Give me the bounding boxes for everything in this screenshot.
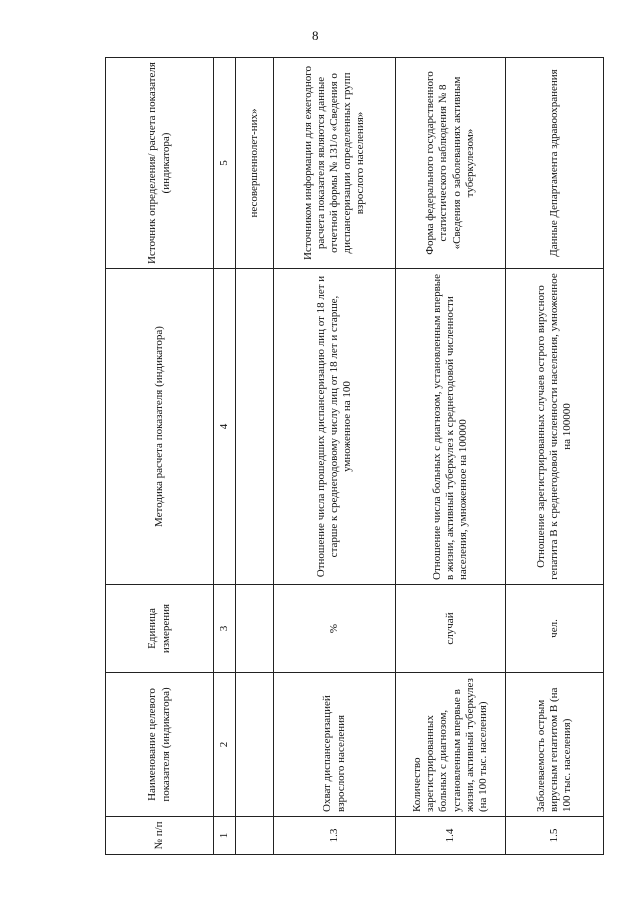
table-row: [506, 58, 604, 855]
row-number: 1.4: [396, 817, 506, 855]
source-cell: Источником информации для ежегодного расчета показателя являются данные отчетной формы № 131/о «Сведения о диспансеризации определенных групп взрослого населения»: [274, 58, 396, 269]
method-cell: Отношение числа больных с диагнозом, установленным впервые в жизни, активный туберкулез к среднегодовой численности населения, умноженное на 100000: [396, 269, 506, 585]
method-cell: Отношение зарегистрированных случаев острого вирусного гепатита В к среднегодовой численности населения, умноженное на 100000: [506, 269, 604, 585]
header-unit: Единица измерения: [106, 585, 214, 673]
method-cell: Отношение числа прошедших диспансеризацию лиц от 18 лет и старше к среднегодовому числу лиц от 18 лет и старше, умноженное на 100: [274, 269, 396, 585]
table-cell: [236, 269, 274, 585]
row-number: 1.5: [506, 817, 604, 855]
header-source: Источник определения/ расчета показателя (индикатора): [106, 58, 214, 269]
header-num: № п/п: [106, 817, 214, 855]
table-cell: [236, 673, 274, 817]
indicator-name: Заболеваемость острым вирусным гепатитом В (на 100 тыс. населения): [506, 673, 604, 817]
indicator-name: Охват диспансеризацией взрослого населения: [274, 673, 396, 817]
indicator-table-rotated: [105, 58, 603, 855]
column-index: 4: [214, 269, 236, 585]
table-cell: [236, 817, 274, 855]
column-index: 3: [214, 585, 236, 673]
page-number: 8: [312, 28, 319, 43]
table-row: [274, 58, 396, 855]
unit-cell: случай: [396, 585, 506, 673]
indicator-table: [105, 57, 604, 855]
unit-cell: чел.: [506, 585, 604, 673]
table-row: [396, 58, 506, 855]
header-name: Наименование целевого показателя (индикатора): [106, 673, 214, 817]
indicator-name: Количество зарегистрированных больных с диагнозом, установленным впервые в жизни, активный туберкулез (на 100 тыс. населения): [396, 673, 506, 817]
continuation-row: [236, 58, 274, 855]
source-cell: Данные Департамента здравоохранения: [506, 58, 604, 269]
source-cell: Форма федерального государственного статистического наблюдения № 8 «Сведения о заболеваниях активным туберкулезом»: [396, 58, 506, 269]
column-index: 1: [214, 817, 236, 855]
unit-cell: %: [274, 585, 396, 673]
row-number: 1.3: [274, 817, 396, 855]
column-index-row: [214, 58, 236, 855]
source-cell: несовершеннолет-них»: [236, 58, 274, 269]
header-method: Методика расчета показателя (индикатора): [106, 269, 214, 585]
column-index: 2: [214, 673, 236, 817]
column-index: 5: [214, 58, 236, 269]
header-row: [106, 58, 214, 855]
table-cell: [236, 585, 274, 673]
